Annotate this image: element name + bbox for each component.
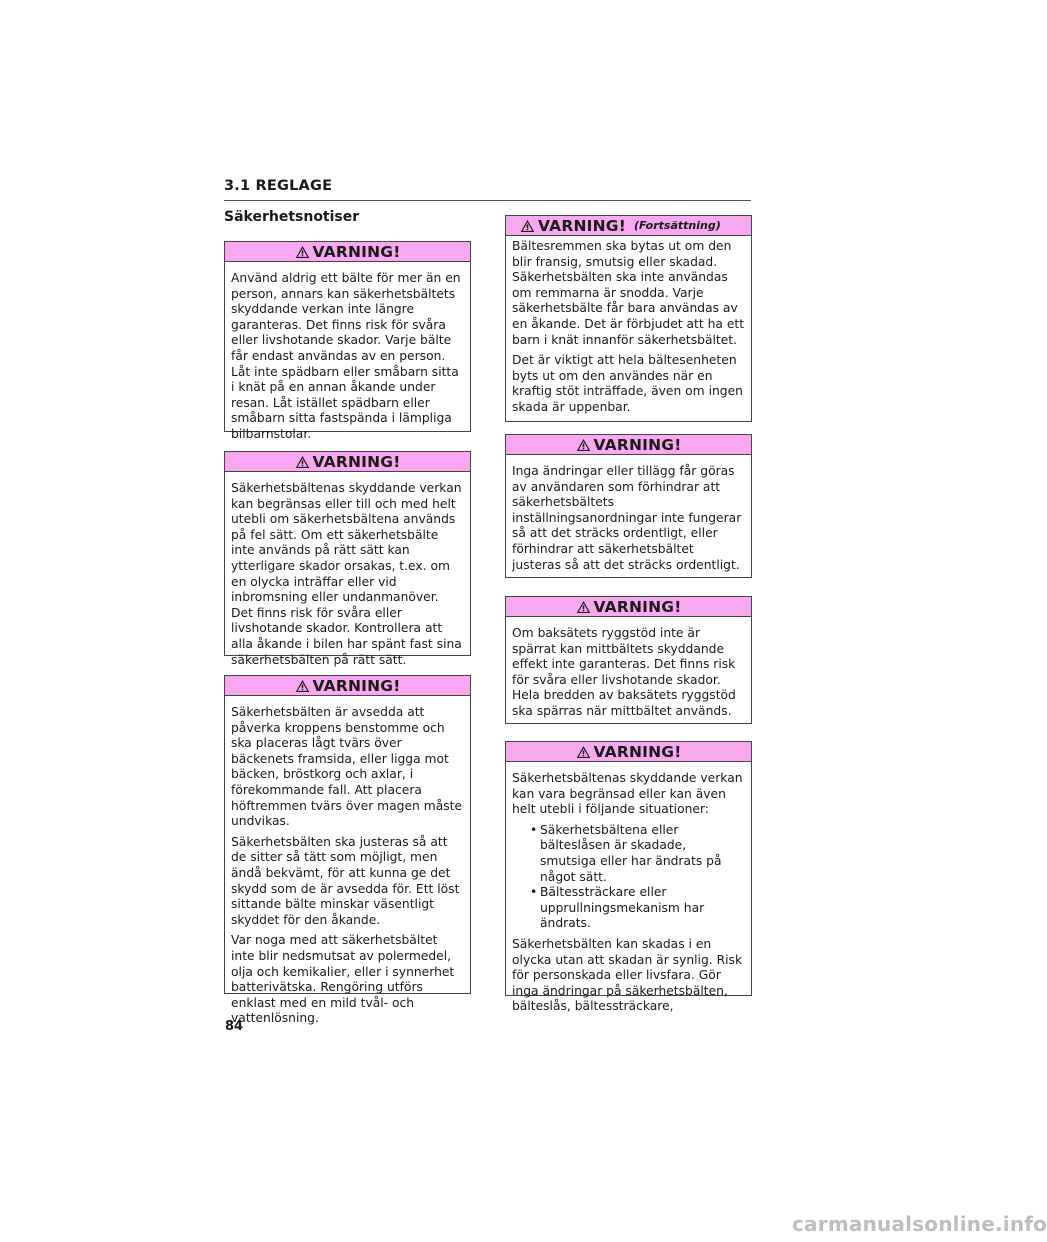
warning-box-7 (505, 741, 752, 1014)
warning-box-6 (505, 596, 752, 724)
warning-triangle-icon (576, 438, 591, 452)
watermark: carmanualsonline.info (792, 1212, 1047, 1236)
warning-header (506, 216, 751, 236)
warning-label: VARNING! (312, 242, 401, 261)
warning-text: Om baksätets ryggstöd inte är spärrat kan mittbältets skyddande effekt inte garanteras. Det finns risk för svåra eller livshotande skador. Hela bredden av baksätets ryggstöd ska spärras när mittbältet används. (512, 626, 736, 718)
warning-box-5 (505, 434, 752, 578)
warning-header (225, 242, 470, 262)
warning-text: Det är viktigt att hela bältesenheten byts ut om den användes när en kraftig stöt inträffade, även om ingen skada är uppenbar. (512, 353, 743, 414)
page-number: 84 (225, 1019, 244, 1034)
warning-triangle-icon (295, 679, 310, 693)
warning-text: Säkerhetsbälten är avsedda att påverka kroppens benstomme och ska placeras lågt tvärs över bäckenets framsida, eller ligga mot bäcken, bröstkorg och axlar, i förekommande fall. Att placera höftremmen tvärs över magen måste undvikas. (231, 705, 463, 829)
warning-text: Var noga med att säkerhetsbältet inte blir nedsmutsat av polermedel, olja och kemikalier, eller i synnerhet batterivätska. Rengöring utförs enklast med en mild tvål- och vattenlösning. (231, 933, 455, 1026)
warning-text: Bältesremmen ska bytas ut om den blir fransig, smutsig eller skadad. Säkerhetsbälten ska inte användas om remmarna är snodda. Varje säkerhetsbälte får bara användas av en åkande. Det är förbjudet att ha ett barn i knät innanför säkerhetsbältet. (512, 239, 745, 347)
warning-label: VARNING! (593, 742, 682, 761)
warning-box-1 (224, 241, 471, 441)
warning-header (225, 452, 470, 472)
warning-body (225, 696, 470, 1033)
warning-text: Säkerhetsbälten ska justeras så att de sitter så tätt som möjligt, men ändå bekvämt, för att kunna ge det skydd som de är avsedda för. Ett löst sittande bälte minskar väsentligt skyddet för den åkande. (231, 834, 460, 927)
warning-label: VARNING! (593, 435, 682, 454)
warning-label: VARNING! (312, 452, 401, 471)
warning-body (506, 236, 751, 422)
warning-triangle-icon (520, 219, 535, 233)
warning-header (225, 676, 470, 696)
bullet-list (512, 823, 745, 932)
warning-label: VARNING! (538, 216, 626, 235)
warning-header (506, 435, 751, 455)
warning-body (225, 262, 470, 449)
warning-intro: Säkerhetsbältenas skyddande verkan kan vara begränsad eller kan även helt utebli i följande situationer: (512, 771, 743, 817)
warning-triangle-icon (295, 245, 310, 259)
list-item: • Bältessträckare eller upprullningsmekanism har ändrats. (526, 885, 745, 932)
warning-body (506, 617, 751, 726)
warning-triangle-icon (295, 455, 310, 469)
warning-label: VARNING! (312, 676, 401, 695)
warning-text: Inga ändringar eller tillägg får göras av användaren som förhindrar att säkerhetsbältets inställningsanordningar inte fungerar så att det sträcks ordentligt, eller förhindrar att säkerhetsbältet justeras så att det sträcks ordentligt. (512, 464, 742, 572)
warning-box-2 (224, 451, 471, 667)
warning-text: Säkerhetsbältenas skyddande verkan kan begränsas eller till och med helt utebli om säkerhetsbältena används på fel sätt. Om ett säkerhetsbälte inte används på rätt sätt kan ytterligare skador orsakas, t.ex. om en olycka inträffar eller vid inbromsning eller undanmanöver. Det finns risk för svåra eller livshotande skador. Kontrollera att alla åkande i bilen har spänt fast sina säkerhetsbälten på rätt sätt. (231, 481, 462, 667)
list-item: • Säkerhetsbältena eller bälteslåsen är skadade, smutsiga eller har ändrats på något sätt. (526, 823, 745, 885)
warning-body (225, 472, 470, 674)
chapter-header: 3.1 REGLAGE (224, 178, 751, 201)
warning-header (506, 742, 751, 762)
warning-box-3 (224, 675, 471, 1026)
continuation-label: (Fortsättning) (633, 219, 721, 232)
warning-label: VARNING! (593, 597, 682, 616)
warning-header (506, 597, 751, 617)
warning-body (506, 762, 751, 1021)
warning-triangle-icon (576, 600, 591, 614)
section-title: Säkerhetsnotiser (224, 209, 360, 225)
warning-text: Använd aldrig ett bälte för mer än en person, annars kan säkerhetsbältets skyddande verkan inte längre garanteras. Det finns risk för svåra eller livshotande skador. Varje bälte får endast användas av en person. Låt inte spädbarn eller småbarn sitta i knät på en annan åkande under resan. Låt istället spädbarn eller småbarn sitta fastspända i lämpliga bilbarnstolar. (231, 271, 461, 441)
warning-box-continued (505, 215, 752, 422)
warning-triangle-icon (576, 745, 591, 759)
warning-body (506, 455, 751, 579)
warning-outro: Säkerhetsbälten kan skadas i en olycka utan att skadan är synlig. Risk för personskada eller livsfara. Gör inga ändringar på säkerhetsbälten, bälteslås, bältessträckare, (512, 936, 743, 1014)
